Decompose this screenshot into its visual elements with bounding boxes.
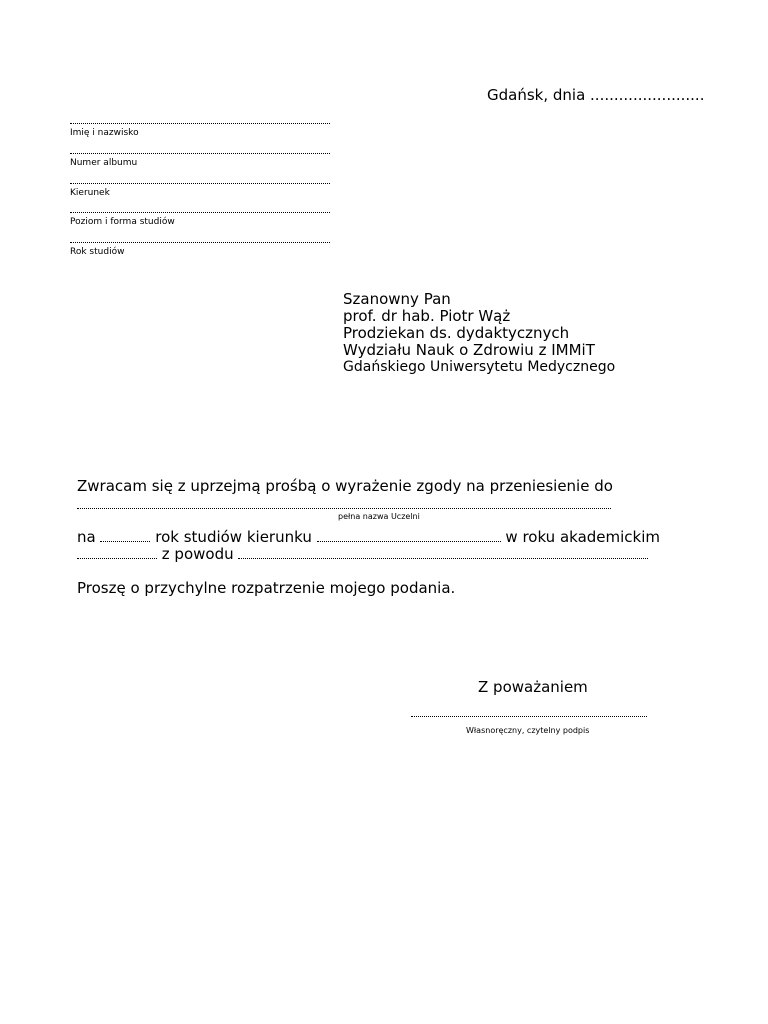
signature-caption: Własnoręczny, czytelny podpis — [466, 726, 590, 735]
field-label-name: Imię i nazwisko — [70, 128, 139, 138]
academic-year-text: w roku akademickim — [505, 528, 661, 546]
closing-request: Proszę o przychylne rozpatrzenie mojego podania. — [77, 579, 456, 597]
university-name-line[interactable] — [77, 508, 611, 509]
request-line-2 — [77, 528, 660, 546]
field-label-level: Poziom i forma studiów — [70, 217, 175, 227]
regards-text: Z poważaniem — [478, 678, 588, 696]
field-label-album: Numer albumu — [70, 158, 138, 168]
request-line-1: Zwracam się z uprzejmą prośbą o wyrażenie zgody na przeniesienie do — [77, 477, 613, 495]
na-label: na — [77, 528, 96, 546]
request-line-3 — [77, 545, 648, 563]
addressee-name: prof. dr hab. Piotr Wąż — [343, 307, 511, 325]
reason-line[interactable] — [238, 558, 648, 559]
field-label-major: Kierunek — [70, 188, 110, 198]
addressee-salutation: Szanowny Pan — [343, 290, 451, 308]
academic-year-line[interactable] — [77, 558, 157, 559]
field-line-year[interactable] — [70, 242, 330, 243]
place-date: Gdańsk, dnia ........................ — [487, 86, 705, 104]
field-line-level[interactable] — [70, 212, 330, 213]
year-text: rok studiów kierunku — [155, 528, 312, 546]
major-line[interactable] — [317, 541, 501, 542]
university-caption: pełna nazwa Uczelni — [338, 512, 420, 521]
signature-line[interactable] — [411, 716, 647, 717]
field-line-album[interactable] — [70, 153, 330, 154]
field-label-year: Rok studiów — [70, 247, 125, 257]
reason-label: z powodu — [161, 545, 234, 563]
addressee-faculty: Wydziału Nauk o Zdrowiu z IMMiT — [343, 341, 595, 359]
addressee-university: Gdańskiego Uniwersytetu Medycznego — [343, 359, 616, 375]
field-line-name[interactable] — [70, 123, 330, 124]
field-line-major[interactable] — [70, 183, 330, 184]
addressee-position: Prodziekan ds. dydaktycznych — [343, 324, 570, 342]
year-number-line[interactable] — [100, 541, 150, 542]
